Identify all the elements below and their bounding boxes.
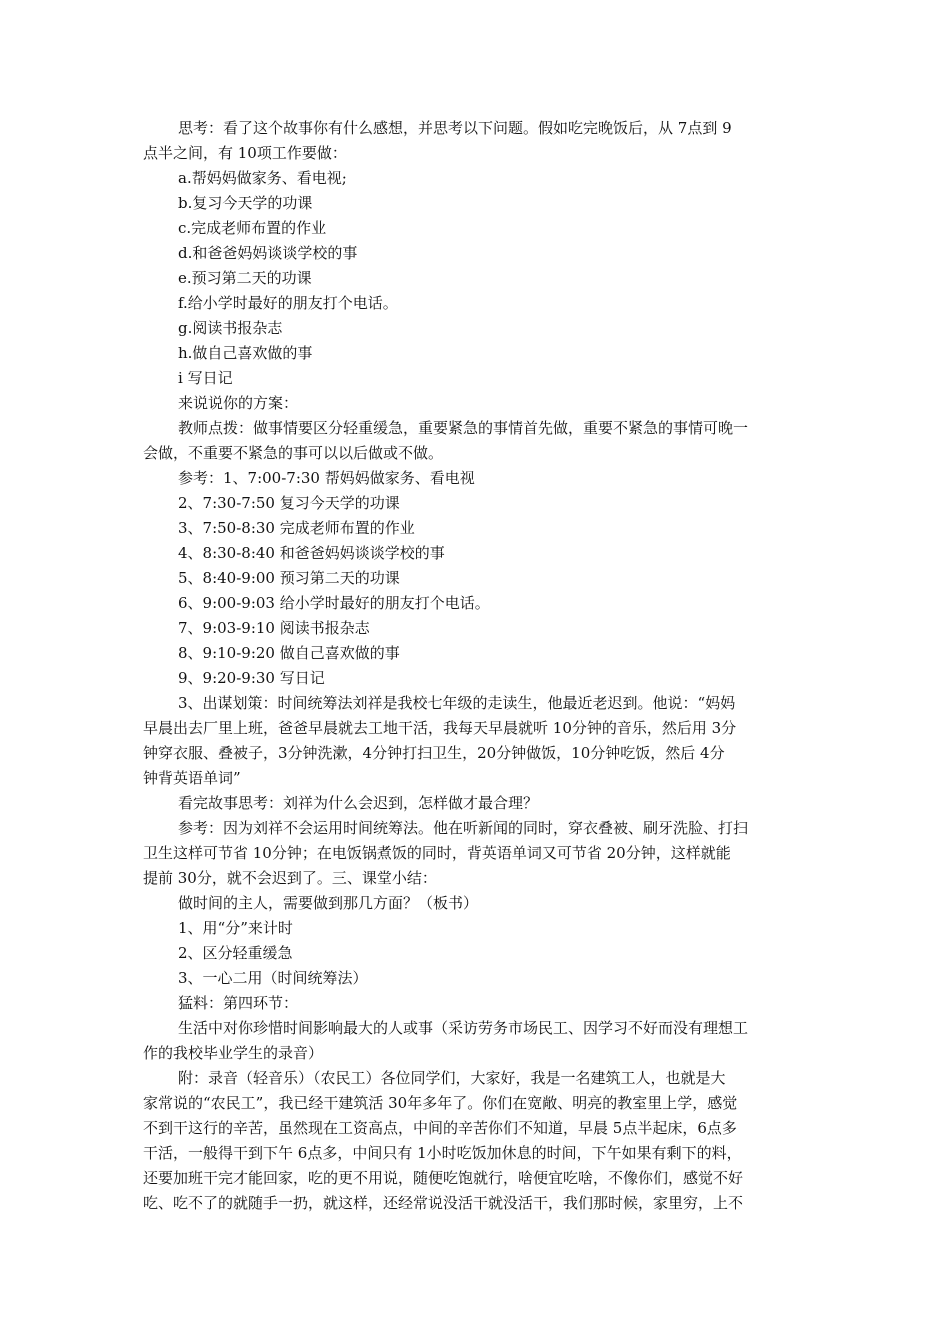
text-line: 会做，不重要不紧急的事可以以后做或不做。 — [143, 444, 444, 462]
list-item: 2、区分轻重缓急 — [178, 944, 293, 962]
list-item: g.阅读书报杂志 — [178, 319, 283, 337]
list-item: c.完成老师布置的作业 — [178, 219, 327, 237]
list-item: b.复习今天学的功课 — [178, 194, 313, 212]
schedule-item: 2、7:30-7:50 复习今天学的功课 — [178, 494, 400, 512]
text-line: 做时间的主人，需要做到那几方面？（板书） — [178, 894, 479, 912]
list-item: h.做自己喜欢做的事 — [178, 344, 313, 362]
text-line: 干活，一般得干到下午 6点多，中间只有 1小时吃饭加休息的时间，下午如果有剩下的料， — [143, 1144, 742, 1162]
text-line: 参考：因为刘祥不会运用时间统筹法。他在听新闻的同时，穿衣叠被、刷牙洗脸、打扫 — [178, 819, 749, 837]
schedule-item: 7、9:03-9:10 阅读书报杂志 — [178, 619, 370, 637]
schedule-item: 3、7:50-8:30 完成老师布置的作业 — [178, 519, 415, 537]
text-line: 思考：看了这个故事你有什么感想，并思考以下问题。假如吃完晚饭后，从 7点到 9 — [178, 119, 732, 137]
text-line: 提前 30分，就不会迟到了。三、课堂小结： — [143, 869, 437, 887]
list-item: a.帮妈妈做家务、看电视; — [178, 169, 347, 187]
text-line: 还要加班干完才能回家，吃的更不用说，随便吃饱就行，啥便宜吃啥，不像你们，感觉不好 — [143, 1169, 744, 1187]
schedule-item: 参考：1、7:00-7:30 帮妈妈做家务、看电视 — [178, 469, 475, 487]
text-line: 3、出谋划策：时间统筹法刘祥是我校七年级的走读生，他最近老迟到。他说：“妈妈 — [178, 694, 736, 712]
text-line: 家常说的“农民工”，我已经干建筑活 30年多年了。你们在宽敞、明亮的教室里上学，感觉 — [143, 1094, 738, 1112]
text-line: 吃、吃不了的就随手一扔，就这样，还经常说没活干就没活干，我们那时候，家里穷，上不 — [143, 1194, 744, 1212]
text-line: 作的我校毕业学生的录音） — [143, 1044, 324, 1062]
list-item: d.和爸爸妈妈谈谈学校的事 — [178, 244, 358, 262]
schedule-item: 4、8:30-8:40 和爸爸妈妈谈谈学校的事 — [178, 544, 445, 562]
text-line: 看完故事思考：刘祥为什么会迟到，怎样做才最合理？ — [178, 794, 539, 812]
text-line: 点半之间，有 10项工作要做： — [143, 144, 347, 162]
text-line: 早晨出去厂里上班，爸爸早晨就去工地干活，我每天早晨就听 10分钟的音乐，然后用 3分 — [143, 719, 737, 737]
schedule-item: 6、9:00-9:03 给小学时最好的朋友打个电话。 — [178, 594, 490, 612]
text-line: 卫生这样可节省 10分钟；在电饭锅煮饭的同时，背英语单词又可节省 20分钟，这样就能 — [143, 844, 731, 862]
text-line: 猛料：第四环节： — [178, 994, 299, 1012]
list-item: 3、一心二用（时间统筹法） — [178, 969, 368, 987]
text-line: 教师点拨：做事情要区分轻重缓急，重要紧急的事情首先做，重要不紧急的事情可晚一 — [178, 419, 749, 437]
text-line: 钟背英语单词” — [143, 769, 241, 787]
text-line: 生活中对你珍惜时间影响最大的人或事（采访劳务市场民工、因学习不好而没有理想工 — [178, 1019, 749, 1037]
text-line: 附：录音（轻音乐）（农民工）各位同学们，大家好，我是一名建筑工人，也就是大 — [178, 1069, 726, 1087]
text-line: 来说说你的方案： — [178, 394, 299, 412]
list-item: e.预习第二天的功课 — [178, 269, 312, 287]
schedule-item: 5、8:40-9:00 预习第二天的功课 — [178, 569, 400, 587]
list-item: 1、用“分”来计时 — [178, 919, 293, 937]
list-item: f.给小学时最好的朋友打个电话。 — [178, 294, 398, 312]
schedule-item: 9、9:20-9:30 写日记 — [178, 669, 325, 687]
list-item: i 写日记 — [178, 369, 233, 387]
schedule-item: 8、9:10-9:20 做自己喜欢做的事 — [178, 644, 400, 662]
text-line: 钟穿衣服、叠被子，3分钟洗漱，4分钟打扫卫生，20分钟做饭，10分钟吃饭，然后 4分 — [143, 744, 725, 762]
text-line: 不到干这行的辛苦，虽然现在工资高点，中间的辛苦你们不知道，早晨 5点半起床，6点多 — [143, 1119, 737, 1137]
